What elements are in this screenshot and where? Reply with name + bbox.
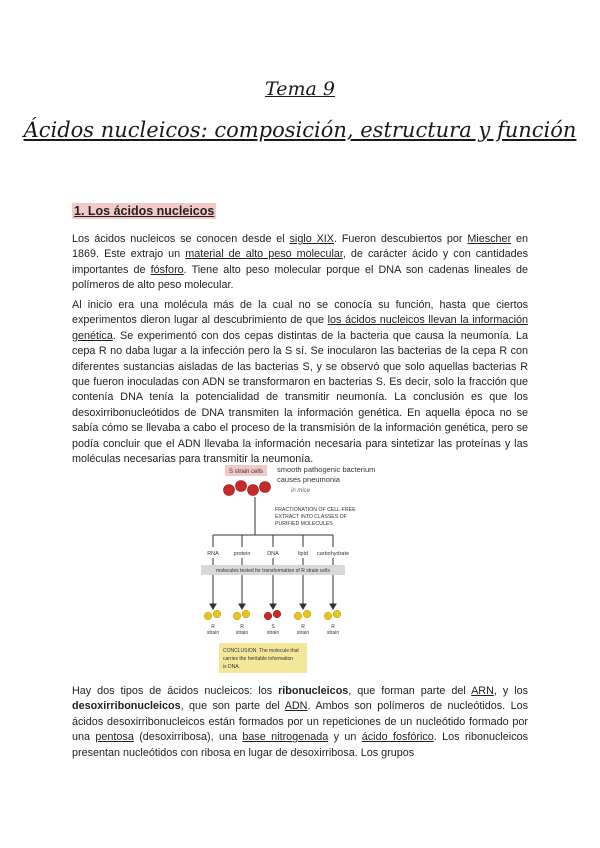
underlined-term: siglo XIX [289,233,334,245]
r-strain-cells-protein-icon [233,610,250,620]
s-strain-cells-icon [224,481,271,496]
result-label: strain [266,630,280,636]
result-label: R [301,624,305,630]
underlined-term: Miescher [467,233,512,245]
fractionation-label: EXTRACT INTO CLASSES OF [275,514,347,520]
fractionation-label: FRACTIONATION OF CELL-FREE [275,507,356,513]
underlined-term: los ácidos nucleicos llevan la información genética [72,314,528,342]
text-run: en 1869. Este extrajo un [72,233,529,261]
result-label: strain [235,630,249,636]
text-run: , que son parte del [180,700,285,713]
text-run: . Se experimentó con dos cepas distintas de la bacteria que causa la neumonía. La cepa R no daba lugar a la infección pero la S sí. Se inocularon las bacterias de la cepa R con diferentes sustancias aisladas de las bacterias S, y se observó que solo aquellas bacterias R que fueron inoculadas con ADN se transformaron en bacterias S. Es decir, solo la fracción que contenía DNA tenía la potencialidad de transmitir neumonía. La conclusión es que los desoxirribonucleótidos de DNA transmiten la información genética. En aquella época no se sabía cómo se llevaba a cabo el proceso de la transmisión de la información genética, pero se podía concluir que el ADN llevaba la información necesaria para sintetizar las proteínas y las moléculas necesarias para transmitir la neumonía. [72,329,528,466]
document-subtitle: Ácidos nucleicos: composición, estructura y función [23,118,577,142]
s-strain-cells-dna-icon [264,610,281,620]
figure-description-line: in mice [291,488,311,494]
test-band-label: molecules tested for transformation of R strain cells [216,568,330,574]
text-run: . Fueron descubiertos por [333,233,468,245]
conclusion-line: is DNA. [223,664,240,670]
bold-term: ribonucleicos [278,685,349,697]
result-label: R [331,624,335,630]
section-heading: 1. Los ácidos nucleicos [74,204,215,218]
text-run: . Los ribonucleicos presentan nucleótidos con ribosa en lugar de desoxirribosa. Los grupos [72,731,528,759]
category-label-dna: DNA [267,551,279,557]
r-strain-cells-lipid-icon [294,610,311,620]
document-title: Tema 9 [265,78,335,100]
underlined-term: base nitrogenada [242,731,329,744]
text-run: , que forman parte del [348,685,472,697]
branch-lines [213,535,333,547]
text-run: . Tiene alto peso molecular porque el DNA son cadenas lineales de polímeros de alto peso molecular. [72,263,529,292]
result-label: S [271,624,275,630]
underlined-term: fósforo [150,263,184,276]
text-run: , y los [493,685,528,697]
text-run: (desoxirribosa), una [133,731,243,744]
paragraph-types [72,684,528,761]
result-label: strain [326,630,340,636]
conclusion-line: carries the heritable information [223,656,294,662]
bold-term: desoxirribonucleicos [72,700,181,713]
category-label-lipid: lipid [298,551,308,557]
category-label-protein: protein [233,551,251,557]
text-run: Hay dos tipos de ácidos nucleicos: los [72,685,279,697]
text-run: . Ambos son polímeros de nucleótidos. Los ácidos desoxirribonucleicos están formados por un repeticiones de un nucleótido formado por una [72,700,529,744]
category-label-carbohydrate: carbohydrate [316,551,350,557]
r-strain-cells-carbohydrate-icon [324,610,341,620]
underlined-term: pentosa [95,731,134,744]
connector-lines [213,558,333,565]
r-strain-cells-rna-icon [204,610,221,620]
text-run: Al inicio era una molécula más de la cual no se conocía su función, hasta que ciertos experimentos dieron lugar al descubrimiento de que [72,299,528,327]
underlined-term: ácido fosfórico [361,731,434,744]
result-arrows [210,575,336,609]
underlined-term: material de alto peso molecular [185,248,343,261]
category-label-rna: RNA [207,551,219,557]
text-run: , de carácter ácido y con cantidades importantes de [72,248,528,276]
griffith-experiment-figure [195,463,425,675]
conclusion-line: CONCLUSION: The molecule that [223,648,299,654]
result-label: R [240,624,244,630]
result-label: strain [206,630,220,636]
text-run: y un [328,731,362,744]
text-run: Los ácidos nucleicos se conocen desde el [72,233,290,245]
result-label: strain [296,630,310,636]
s-strain-label: S strain cells [228,469,264,475]
underlined-term: ARN [471,685,494,697]
paragraph-experiment [72,298,528,467]
fractionation-label: PURIFIED MOLECULES [275,521,333,527]
result-label: R [211,624,215,630]
figure-description-line: smooth pathogenic bacterium [277,465,376,474]
figure-description-line: causes pneumonia [277,475,340,484]
underlined-term: ADN [284,700,308,713]
paragraph-history [72,232,528,294]
